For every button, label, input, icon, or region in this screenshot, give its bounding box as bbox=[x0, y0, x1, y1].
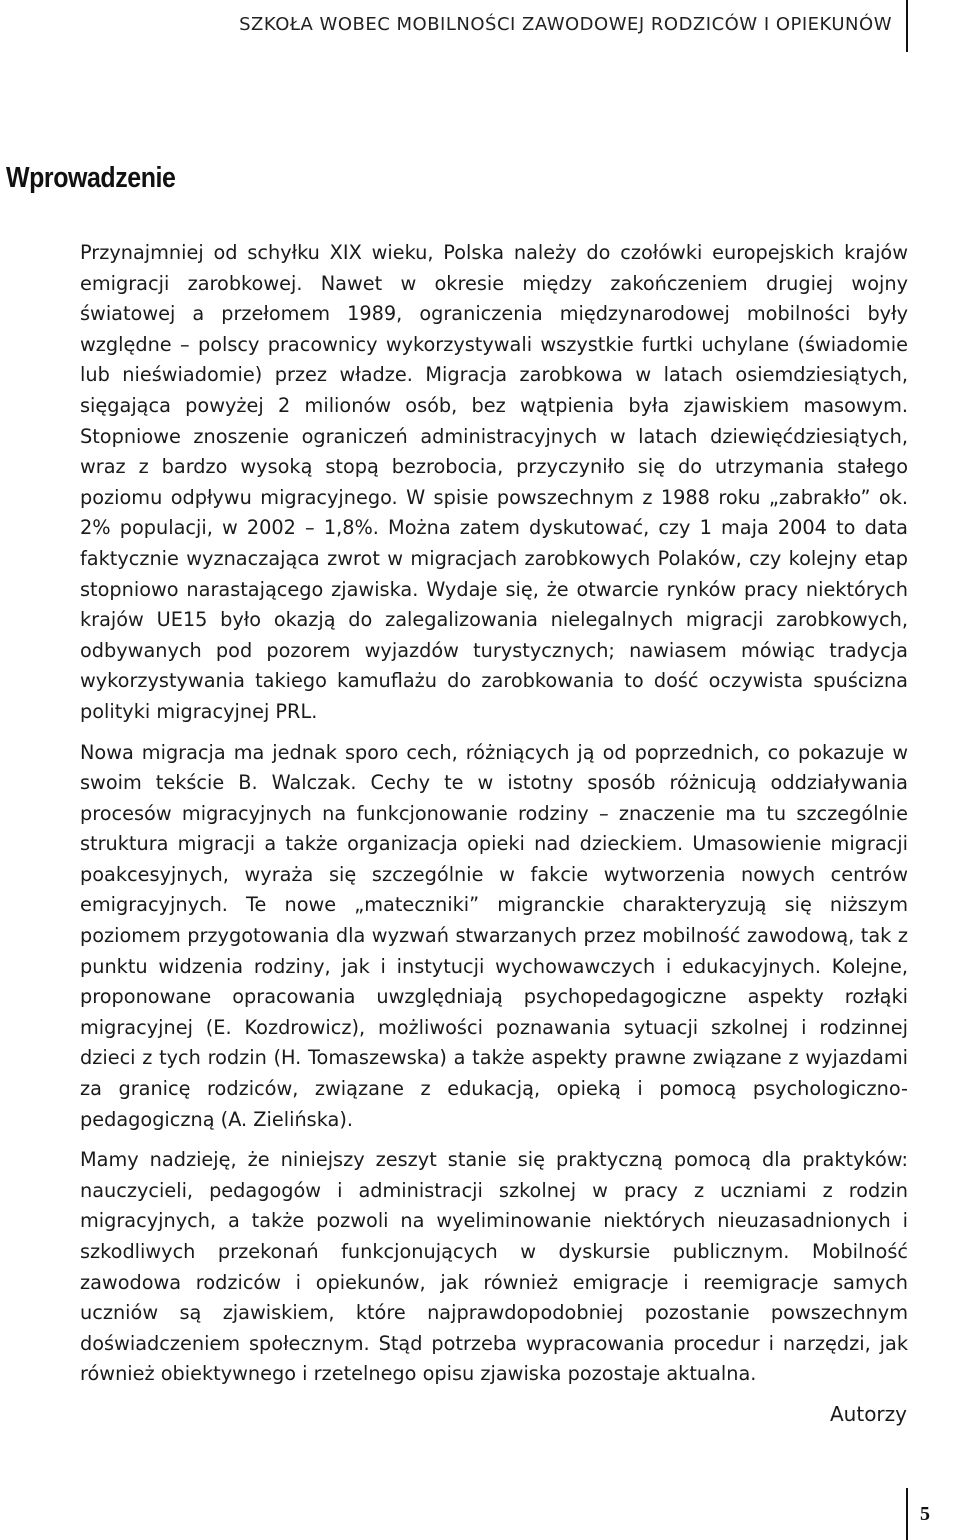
paragraph-2: Nowa migracja ma jednak sporo cech, różniących ją od poprzednich, co pokazuje w swoim tekście B. Walczak. Cechy te w istotny sposób różnicują oddziaływania procesów migracyjnych na funkcjonowanie rodziny – znaczenie ma tu szczególnie struktura migracji a także organizacja opieki nad dzieckiem. Umasowienie migracji poakcesyjnych, wyraża się szczególnie w fakcie wytworzenia nowych centrów emigracyjnych. Te nowe „mateczniki” migranckie charakteryzują się niższym poziomem przygotowania dla wyzwań stwarzanych przez mobilność zawodową, tak z punktu widzenia rodziny, jak i instytucji wychowawczych i edukacyjnych. Kolejne, proponowane opracowania uwzględniają psychopedagogiczne aspekty rozłąki migracyjnej (E. Kozdrowicz), możliwości poznawania sytuacji szkolnej i rodzinnej dzieci z tych rodzin (H. Tomaszewska) a także aspekty prawne związane z wyjazdami za granicę rodziców, związane z edukacją, opieką i pomocą psychologiczno-pedagogiczną (A. Zielińska). bbox=[80, 740, 908, 1131]
paragraph-1: Przynajmniej od schyłku XIX wieku, Polska należy do czołówki europejskich krajów emigracji zarobkowej. Nawet w okresie między zakończeniem drugiej wojny światowej a przełomem 1989, ograniczenia międzynarodowej mobilności były względne – polscy pracownicy wykorzystywali wszystkie furtki uchylane (świadomie lub nieświadomie) przez władze. Migracja zarobkowa w latach osiemdziesiątych, sięgająca powyżej 2 milionów osób, bez wątpienia była zjawiskiem masowym. Stopniowe znoszenie ograniczeń administracyjnych w latach dziewięćdziesiątych, wraz z bardzo wysoką stopą bezrobocia, przyczyniło się do utrzymania stałego poziomu odpływu migracyjnego. W spisie powszechnym z 1988 roku „zabrakło” ok. 2% populacji, w 2002 – 1,8%. Można zatem dyskutować, czy 1 maja 2004 to data faktycznie wyznaczająca zwrot w migracjach zarobkowych Polaków, czy kolejny etap stopniowo narastającego zjawiska. Wydaje się, że otwarcie rynków pracy niektórych krajów UE15 było okazją do zalegalizowania nielegalnych migracji zarobkowych, odbywanych pod pozorem wyjazdów turystycznych; nawiasem mówiąc tradycja wykorzystywania takiego kamuflażu do zarobkowania to dość oczywista spuścizna polityki migracyjnej PRL. bbox=[80, 241, 908, 723]
page-number-rule bbox=[906, 1488, 908, 1540]
signature: Autorzy bbox=[830, 1402, 907, 1426]
paragraph-3: Mamy nadzieję, że niniejszy zeszyt stanie się praktyczną pomocą dla praktyków: nauczycieli, pedagogów i administracji szkolnej w pracy z uczniami z rodzin migracyjnych, a także pozwoli na wyeliminowanie niektórych nieuzasadnionych i szkodliwych przekonań funkcjonujących w dyskursie publicznym. Mobilność zawodowa rodziców i opiekunów, jak również emigracje i reemigracje samych uczniów są zjawiskiem, które najprawdopodobniej pozostanie powszechnym doświadczeniem społecznym. Stąd potrzeba wypracowania procedur i narzędzi, jak również obiektywnego i rzetelnego opisu zjawiska pozostaje aktualna. bbox=[80, 1148, 908, 1386]
body-text bbox=[80, 238, 908, 1400]
running-header: SZKOŁA WOBEC MOBILNOŚCI ZAWODOWEJ RODZICÓW I OPIEKUNÓW bbox=[239, 14, 892, 35]
chapter-title: Wprowadzenie bbox=[6, 162, 176, 194]
header-rule bbox=[906, 0, 908, 52]
page-number: 5 bbox=[920, 1503, 930, 1525]
